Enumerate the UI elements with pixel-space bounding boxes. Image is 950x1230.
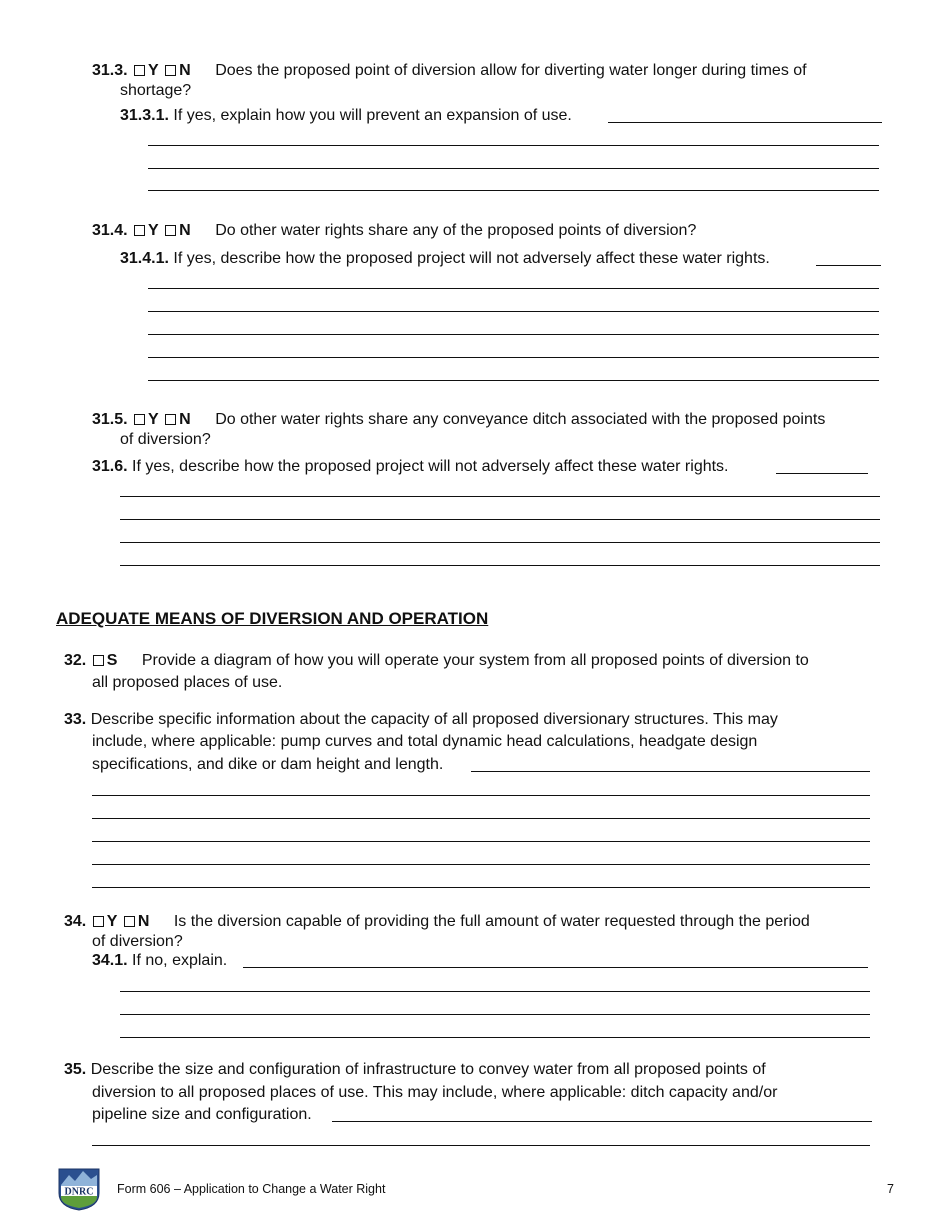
yes-checkbox[interactable] — [134, 414, 145, 425]
no-label: N — [179, 62, 191, 79]
form-title: Form 606 – Application to Change a Water Right — [117, 1182, 386, 1196]
yes-checkbox[interactable] — [93, 916, 104, 927]
question-32 — [64, 652, 809, 670]
question-text: Do other water rights share any conveyance ditch associated with the proposed points — [215, 411, 826, 428]
answer-line[interactable] — [148, 145, 879, 146]
dnrc-logo — [55, 1163, 103, 1211]
answer-line[interactable] — [148, 357, 879, 358]
question-text: Do other water rights share any of the proposed points of diversion? — [215, 222, 697, 239]
question-31-6 — [92, 458, 729, 476]
question-number: 31.3. — [92, 62, 128, 79]
subquestion-34-1 — [92, 952, 227, 970]
question-number: 33. — [64, 711, 87, 728]
answer-line[interactable] — [148, 311, 879, 312]
question-31-5 — [92, 411, 825, 429]
question-35 — [64, 1061, 766, 1079]
yes-label: Y — [148, 62, 159, 79]
question-text: Is the diversion capable of providing the full amount of water requested through the period — [173, 913, 810, 930]
question-text-cont: of diversion? — [92, 933, 183, 950]
subquestion-text: If yes, explain how you will prevent an expansion of use. — [173, 107, 572, 124]
answer-line[interactable] — [148, 334, 879, 335]
question-31-4 — [92, 222, 696, 240]
subquestion-31-3-1 — [120, 107, 572, 125]
question-text-cont: include, where applicable: pump curves and total dynamic head calculations, headgate design — [92, 733, 758, 750]
supplement-checkbox[interactable] — [93, 655, 104, 666]
question-text-cont: diversion to all proposed places of use. This may include, where applicable: ditch capacity and/or — [92, 1084, 778, 1101]
answer-line[interactable] — [120, 542, 880, 543]
subquestion-number: 31.3.1. — [120, 107, 169, 124]
answer-line[interactable] — [92, 841, 870, 842]
yes-label: Y — [148, 411, 159, 428]
answer-line[interactable] — [120, 565, 880, 566]
yes-label: Y — [148, 222, 159, 239]
question-text: Describe the size and configuration of infrastructure to convey water from all proposed points of — [90, 1061, 766, 1078]
no-checkbox[interactable] — [165, 225, 176, 236]
answer-line[interactable] — [92, 795, 870, 796]
question-text: Does the proposed point of diversion allow for diverting water longer during times of — [215, 62, 807, 79]
question-number: 31.6. — [92, 458, 128, 475]
answer-line[interactable] — [148, 380, 879, 381]
answer-line[interactable] — [92, 864, 870, 865]
question-number: 31.5. — [92, 411, 128, 428]
subquestion-text: If yes, describe how the proposed project will not adversely affect these water rights. — [173, 250, 770, 267]
no-checkbox[interactable] — [165, 414, 176, 425]
question-33 — [64, 711, 778, 729]
answer-line[interactable] — [120, 496, 880, 497]
answer-line[interactable] — [92, 1145, 870, 1146]
answer-line[interactable] — [816, 265, 881, 266]
answer-line[interactable] — [92, 818, 870, 819]
logo-text: DNRC — [64, 1186, 94, 1198]
yes-checkbox[interactable] — [134, 225, 145, 236]
question-number: 32. — [64, 652, 87, 669]
subquestion-number: 34.1. — [92, 952, 128, 969]
answer-line[interactable] — [148, 288, 879, 289]
question-text: Provide a diagram of how you will operate your system from all proposed points of diversion to — [141, 652, 809, 669]
question-text: If yes, describe how the proposed project will not adversely affect these water rights. — [132, 458, 729, 475]
answer-line[interactable] — [332, 1121, 872, 1122]
answer-line[interactable] — [92, 887, 870, 888]
supplement-label: S — [106, 652, 118, 669]
no-label: N — [137, 913, 150, 930]
subquestion-number: 31.4.1. — [120, 250, 169, 267]
no-label: N — [179, 222, 191, 239]
answer-line[interactable] — [120, 991, 870, 992]
page-number: 7 — [887, 1182, 894, 1196]
question-text-cont: pipeline size and configuration. — [92, 1106, 312, 1123]
no-checkbox[interactable] — [165, 65, 176, 76]
question-34 — [64, 913, 810, 931]
answer-line[interactable] — [148, 190, 879, 191]
subquestion-31-4-1 — [120, 250, 770, 268]
answer-line[interactable] — [608, 122, 882, 123]
answer-line[interactable] — [120, 519, 880, 520]
question-text-cont: shortage? — [120, 82, 192, 99]
question-number: 31.4. — [92, 222, 128, 239]
answer-line[interactable] — [471, 771, 870, 772]
answer-line[interactable] — [148, 168, 879, 169]
question-text-cont: specifications, and dike or dam height and length. — [92, 756, 444, 773]
answer-line[interactable] — [120, 1037, 870, 1038]
question-31-3 — [92, 62, 807, 80]
no-checkbox[interactable] — [124, 916, 135, 927]
yes-checkbox[interactable] — [134, 65, 145, 76]
question-text-cont: all proposed places of use. — [92, 674, 283, 691]
yes-label: Y — [106, 913, 118, 930]
question-text-cont: of diversion? — [120, 431, 211, 448]
subquestion-text: If no, explain. — [132, 952, 228, 969]
answer-line[interactable] — [243, 967, 868, 968]
question-text: Describe specific information about the capacity of all proposed diversionary structures. This may — [90, 711, 778, 728]
answer-line[interactable] — [776, 473, 868, 474]
no-label: N — [179, 411, 191, 428]
question-number: 35. — [64, 1061, 87, 1078]
section-heading: ADEQUATE MEANS OF DIVERSION AND OPERATION — [56, 609, 489, 628]
answer-line[interactable] — [120, 1014, 870, 1015]
question-number: 34. — [64, 913, 87, 930]
